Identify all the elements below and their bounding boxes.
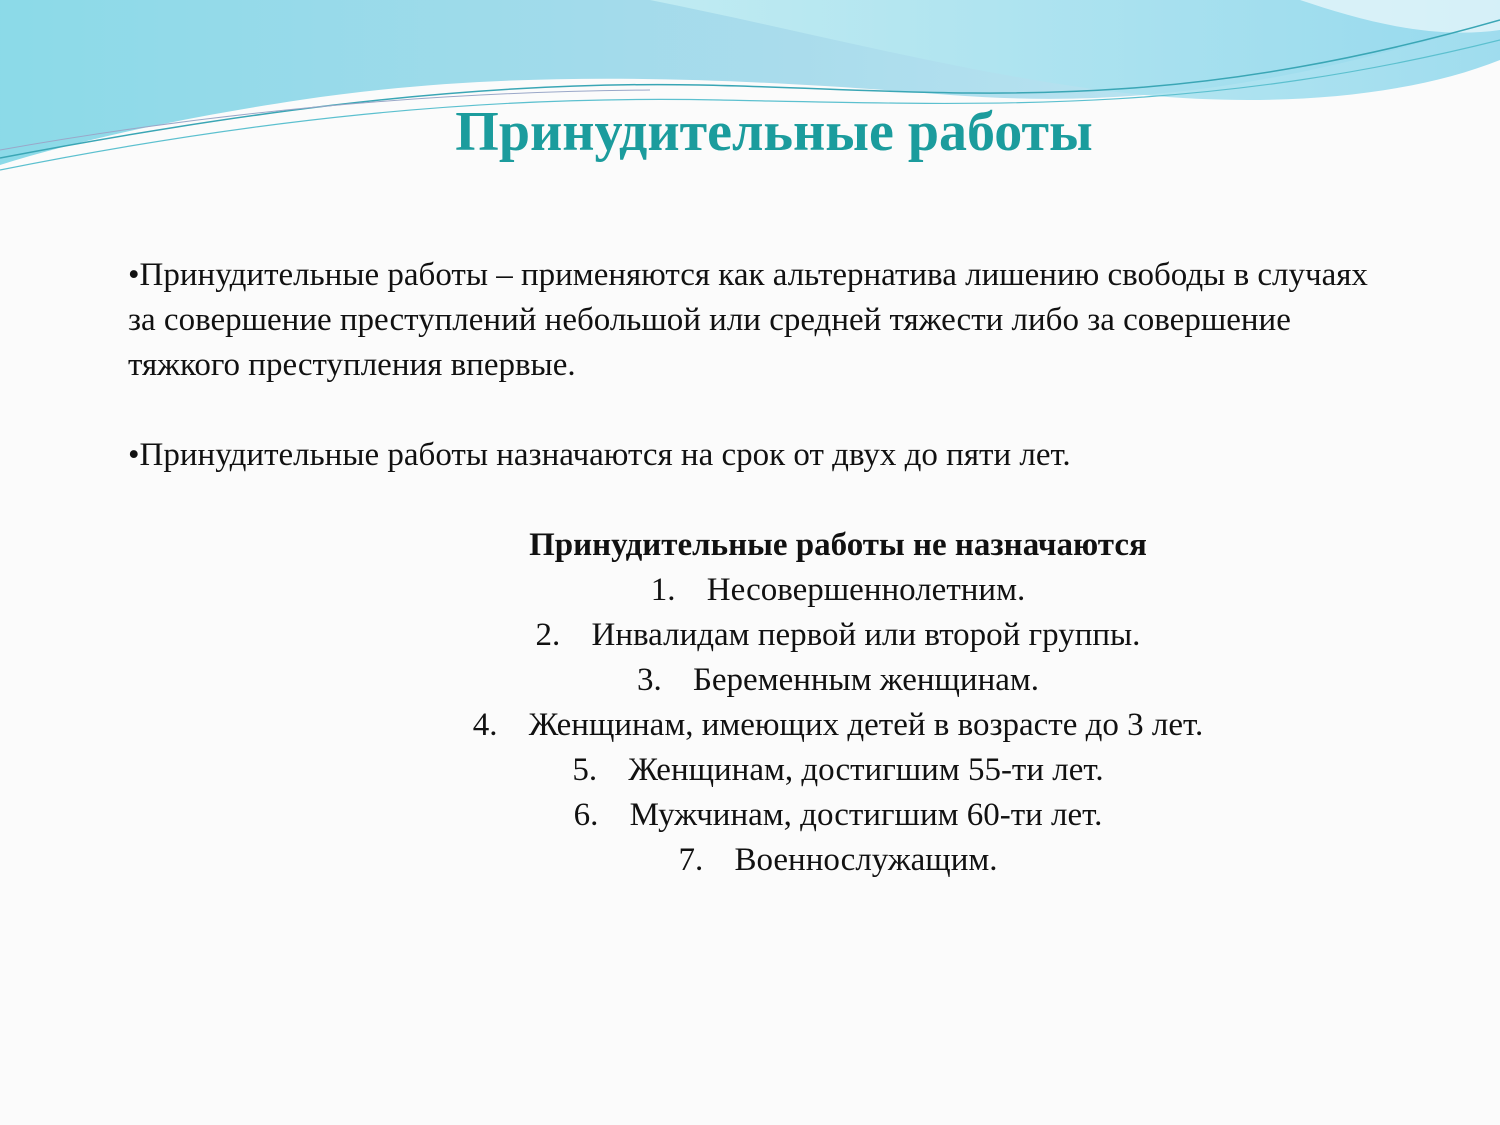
slide-title: Принудительные работы: [455, 101, 1093, 163]
exceptions-list: [288, 568, 1388, 883]
list-item-number: 6.: [573, 797, 599, 833]
spacer: [128, 388, 1388, 433]
list-item: [288, 838, 1388, 883]
list-item-number: 3.: [636, 662, 662, 698]
list-item-number: 1.: [650, 572, 676, 608]
list-item-text: Женщинам, достигшим 55-ти лет.: [628, 752, 1104, 788]
paragraph-alternative: •Принудительные работы – применяются как альтернатива лишению свободы в случаях за совершение преступлений небольшой или средней тяжести либо за совершение тяжкого преступления впервые.: [128, 257, 1368, 383]
slide-content: [128, 253, 1388, 883]
list-item: [288, 793, 1388, 838]
list-item-number: 5.: [572, 752, 598, 788]
exceptions-block: [288, 523, 1388, 883]
list-item-text: Несовершеннолетним.: [706, 572, 1026, 608]
list-item-number: 2.: [535, 617, 561, 653]
list-item: [288, 658, 1388, 703]
list-item: [288, 613, 1388, 658]
list-item-number: 7.: [678, 842, 704, 878]
list-item: [288, 568, 1388, 613]
list-item-text: Военнослужащим.: [734, 842, 998, 878]
list-item-text: Инвалидам первой или второй группы.: [591, 617, 1141, 653]
list-item-text: Беременным женщинам.: [692, 662, 1040, 698]
list-item: [288, 703, 1388, 748]
paragraph-term: •Принудительные работы назначаются на срок от двух до пяти лет.: [128, 437, 1071, 473]
exceptions-heading: Принудительные работы не назначаются: [529, 527, 1147, 563]
list-item-number: 4.: [472, 707, 498, 743]
list-item: [288, 748, 1388, 793]
list-item-text: Женщинам, имеющих детей в возрасте до 3 лет.: [528, 707, 1204, 743]
list-item-text: Мужчинам, достигшим 60-ти лет.: [629, 797, 1103, 833]
